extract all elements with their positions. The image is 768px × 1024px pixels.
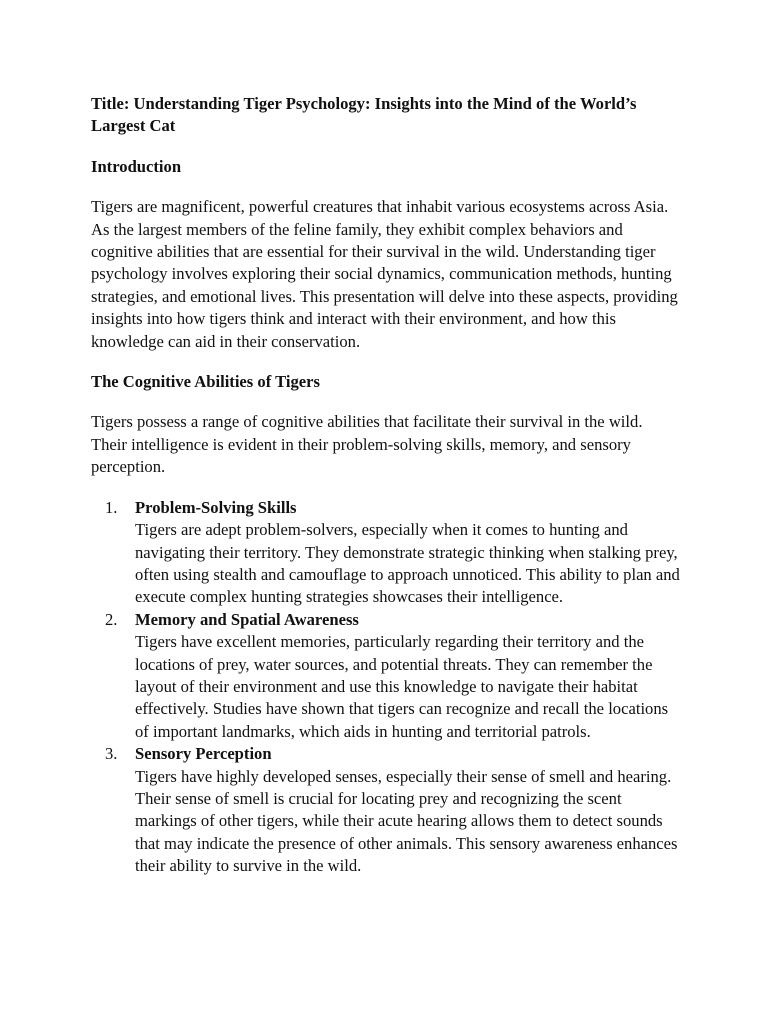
- intro-paragraph: Tigers are magnificent, powerful creatures that inhabit various ecosystems across Asia. As the largest members of the feline family, they exhibit complex behaviors and cognitive abilities that are essential for their survival in the wild. Understanding tiger psychology involves exploring their social dynamics, communication methods, hunting strategies, and emotional lives. This presentation will delve into these aspects, providing insights into how tigers think and interact with their environment, and how this knowledge can aid in their conservation.: [91, 197, 678, 351]
- cognitive-paragraph: Tigers possess a range of cognitive abilities that facilitate their survival in the wild. Their intelligence is evident in their problem-solving skills, memory, and sensory perception.: [91, 412, 643, 477]
- list-item-number: 3.: [105, 744, 118, 764]
- list-item-title: Memory and Spatial Awareness: [135, 609, 359, 629]
- list-item-body: Tigers have highly developed senses, especially their sense of smell and hearing. Their sense of smell is crucial for locating prey and recognizing the scent markings of other tigers, while their acute hearing allows them to detect sounds that may indicate the presence of other animals. This sensory awareness enhances their ability to survive in the wild.: [135, 766, 678, 876]
- section-heading-cognitive-abilities: The Cognitive Abilities of Tigers: [91, 372, 320, 392]
- list-item-title: Sensory Perception: [135, 744, 272, 764]
- list-item-number: 1.: [105, 497, 118, 517]
- section-heading-introduction: Introduction: [91, 156, 182, 176]
- document-title: Title: Understanding Tiger Psychology: Insights into the Mind of the World’s Largest Cat: [91, 94, 637, 136]
- list-item: [91, 743, 681, 877]
- list-item-number: 2.: [105, 609, 118, 629]
- list-item-body: Tigers are adept problem-solvers, especially when it comes to hunting and navigating their territory. They demonstrate strategic thinking when stalking prey, often using stealth and camouflage to approach unnoticed. This ability to plan and execute complex hunting strategies showcases their intelligence.: [135, 520, 680, 607]
- document-body: [91, 93, 681, 878]
- list-item: [91, 609, 681, 743]
- list-item: [91, 497, 681, 609]
- list-item-body: Tigers have excellent memories, particularly regarding their territory and the locations of prey, water sources, and potential threats. They can remember the layout of their environment and use this knowledge to navigate their habitat effectively. Studies have shown that tigers can recognize and recall the locations of important landmarks, which aids in hunting and territorial patrols.: [135, 632, 669, 741]
- cognitive-abilities-list: [91, 497, 681, 878]
- list-item-title: Problem-Solving Skills: [135, 497, 297, 517]
